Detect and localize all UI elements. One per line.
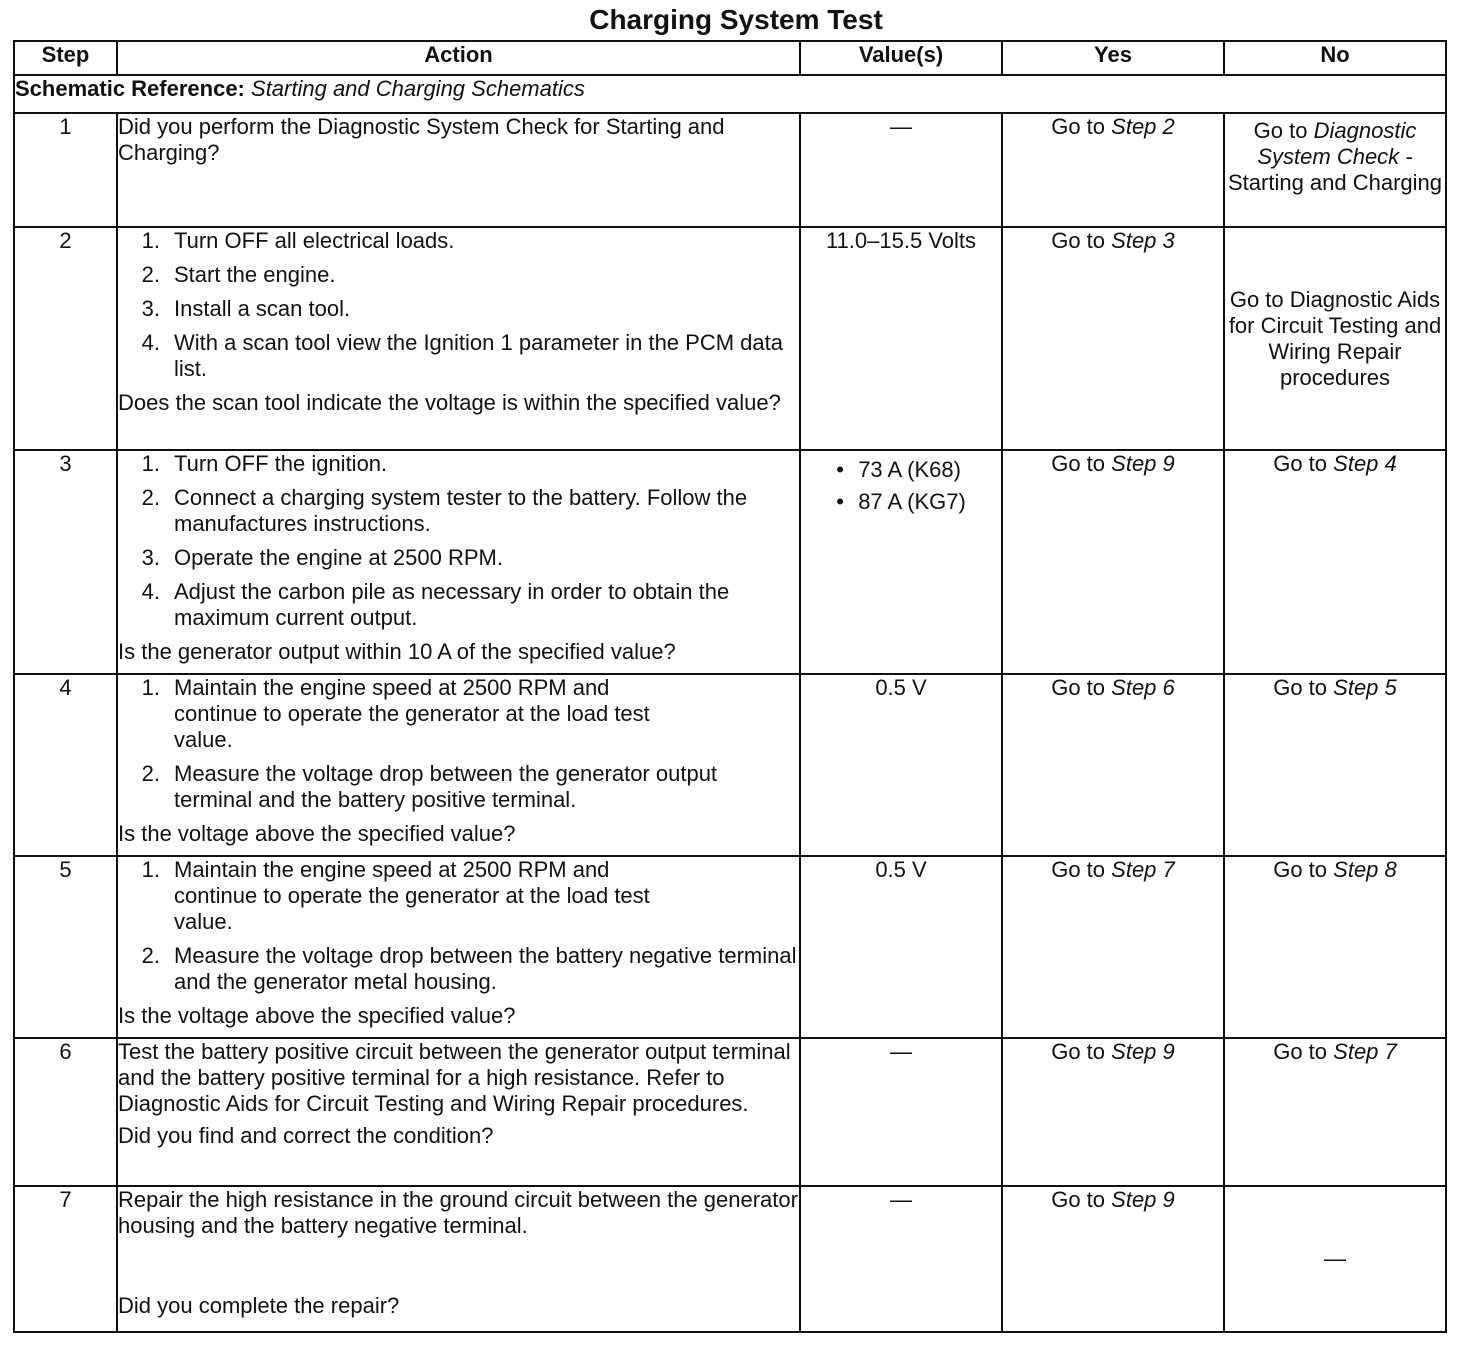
header-values: Value(s) bbox=[800, 41, 1002, 75]
step-number: 3 bbox=[14, 450, 117, 674]
yes-step-ref: Step 3 bbox=[1111, 228, 1175, 253]
yes-step-ref: Step 7 bbox=[1111, 857, 1175, 882]
yes-prefix: Go to bbox=[1051, 114, 1106, 139]
no-cell: Go to Diagnostic Aids for Circuit Testing and Wiring Repair procedures bbox=[1224, 227, 1446, 450]
table-row bbox=[14, 450, 1446, 674]
document-title: Charging System Test bbox=[589, 4, 883, 35]
value-cell: — bbox=[800, 113, 1002, 227]
value-cell: — bbox=[800, 1038, 1002, 1186]
schematic-reference-row bbox=[14, 75, 1446, 113]
no-step-ref: Step 4 bbox=[1333, 451, 1397, 476]
value-cell: 0.5 V bbox=[800, 856, 1002, 1038]
substep: 4. Adjust the carbon pile as necessary in order to obtain the maximum current output. bbox=[141, 579, 730, 630]
schematic-reference-link: Starting and Charging Schematics bbox=[251, 76, 585, 101]
yes-step-ref: Step 9 bbox=[1111, 1039, 1175, 1064]
action-cell bbox=[117, 450, 800, 674]
action-text: Repair the high resistance in the ground circuit between the generator housing and the battery negative terminal. bbox=[118, 1187, 798, 1238]
yes-cell bbox=[1002, 856, 1224, 1038]
table-row bbox=[14, 113, 1446, 227]
yes-cell bbox=[1002, 1038, 1224, 1186]
no-ref-italic: Diagnostic System Check - bbox=[1257, 118, 1417, 169]
substep: 2. Measure the voltage drop between the battery negative terminal and the generator metal housing. bbox=[141, 943, 797, 994]
substep: 1. Turn OFF all electrical loads. bbox=[141, 228, 455, 253]
table-row bbox=[14, 1038, 1446, 1186]
value-list bbox=[836, 451, 966, 521]
yes-prefix: Go to bbox=[1051, 675, 1106, 700]
action-cell bbox=[117, 113, 800, 227]
substep: 2. Measure the voltage drop between the generator output terminal and the battery positive terminal. bbox=[141, 761, 718, 812]
action-question: Did you find and correct the condition? bbox=[118, 1123, 494, 1148]
yes-step-ref: Step 6 bbox=[1111, 675, 1175, 700]
yes-prefix: Go to bbox=[1051, 1039, 1106, 1064]
value-cell bbox=[800, 450, 1002, 674]
yes-prefix: Go to bbox=[1051, 857, 1106, 882]
yes-cell bbox=[1002, 113, 1224, 227]
yes-step-ref: Step 9 bbox=[1111, 451, 1175, 476]
step-number: 6 bbox=[14, 1038, 117, 1186]
table-row bbox=[14, 674, 1446, 856]
yes-cell bbox=[1002, 674, 1224, 856]
header-no: No bbox=[1224, 41, 1446, 75]
substep: 4. With a scan tool view the Ignition 1 parameter in the PCM data list. bbox=[141, 330, 783, 381]
no-cell bbox=[1224, 113, 1446, 227]
substep-list bbox=[118, 675, 799, 813]
value-cell: 0.5 V bbox=[800, 674, 1002, 856]
no-cell bbox=[1224, 450, 1446, 674]
substep: 2. Start the engine. bbox=[141, 262, 336, 287]
table-row bbox=[14, 227, 1446, 450]
substep: 1. Maintain the engine speed at 2500 RPM and continue to operate the generator at the load test value. bbox=[141, 675, 650, 752]
header-row bbox=[14, 41, 1446, 75]
action-question: Does the scan tool indicate the voltage is within the specified value? bbox=[118, 390, 781, 415]
value-item: • 73 A (K68) bbox=[836, 457, 966, 483]
yes-cell bbox=[1002, 1186, 1224, 1332]
yes-prefix: Go to bbox=[1051, 1187, 1106, 1212]
substep-list bbox=[118, 228, 799, 382]
action-text: Did you perform the Diagnostic System Check for Starting and Charging? bbox=[118, 114, 725, 165]
substep: 3. Operate the engine at 2500 RPM. bbox=[141, 545, 503, 570]
charging-system-test-table bbox=[13, 40, 1447, 1333]
substep: 1. Maintain the engine speed at 2500 RPM and continue to operate the generator at the load test value. bbox=[141, 857, 650, 934]
step-number: 5 bbox=[14, 856, 117, 1038]
action-cell bbox=[117, 227, 800, 450]
no-cell: — bbox=[1224, 1186, 1446, 1332]
header-yes: Yes bbox=[1002, 41, 1224, 75]
table-row bbox=[14, 856, 1446, 1038]
action-spacer bbox=[118, 1239, 799, 1291]
yes-prefix: Go to bbox=[1051, 451, 1106, 476]
step-number: 1 bbox=[14, 113, 117, 227]
schematic-reference bbox=[14, 75, 1446, 113]
action-cell bbox=[117, 674, 800, 856]
substep: 3. Install a scan tool. bbox=[141, 296, 351, 321]
substep-list bbox=[118, 451, 799, 631]
no-cell bbox=[1224, 674, 1446, 856]
no-prefix: Go to bbox=[1273, 1039, 1328, 1064]
no-prefix: Go to bbox=[1273, 451, 1328, 476]
schematic-reference-label: Schematic Reference: bbox=[15, 76, 245, 101]
value-item: • 87 A (KG7) bbox=[836, 489, 966, 515]
yes-prefix: Go to bbox=[1051, 228, 1106, 253]
table-row bbox=[14, 1186, 1446, 1332]
value-cell: 11.0–15.5 Volts bbox=[800, 227, 1002, 450]
action-cell bbox=[117, 856, 800, 1038]
header-step: Step bbox=[14, 41, 117, 75]
step-number: 7 bbox=[14, 1186, 117, 1332]
step-number: 2 bbox=[14, 227, 117, 450]
yes-step-ref: Step 2 bbox=[1111, 114, 1175, 139]
action-text: Test the battery positive circuit between the generator output terminal and the battery positive terminal for a high resistance. Refer to Diagnostic Aids for Circuit Testing and Wiring Repair procedures. bbox=[118, 1039, 791, 1116]
no-cell bbox=[1224, 856, 1446, 1038]
substep: 2. Connect a charging system tester to the battery. Follow the manufactures instructions. bbox=[141, 485, 748, 536]
no-step-ref: Step 7 bbox=[1333, 1039, 1397, 1064]
step-number: 4 bbox=[14, 674, 117, 856]
header-action: Action bbox=[117, 41, 800, 75]
no-cell bbox=[1224, 1038, 1446, 1186]
action-question: Is the voltage above the specified value? bbox=[118, 821, 516, 846]
action-cell bbox=[117, 1038, 800, 1186]
substep: 1. Turn OFF the ignition. bbox=[141, 451, 388, 476]
value-cell: — bbox=[800, 1186, 1002, 1332]
yes-step-ref: Step 9 bbox=[1111, 1187, 1175, 1212]
action-question: Is the voltage above the specified value? bbox=[118, 1003, 516, 1028]
no-step-ref: Step 5 bbox=[1333, 675, 1397, 700]
action-question: Did you complete the repair? bbox=[118, 1293, 400, 1318]
action-question: Is the generator output within 10 A of the specified value? bbox=[118, 639, 676, 664]
action-cell bbox=[117, 1186, 800, 1332]
no-prefix: Go to bbox=[1273, 675, 1328, 700]
no-prefix: Go to bbox=[1273, 857, 1328, 882]
yes-cell bbox=[1002, 227, 1224, 450]
yes-cell bbox=[1002, 450, 1224, 674]
no-prefix: Go to bbox=[1253, 118, 1308, 143]
no-ref-plain: Starting and Charging bbox=[1227, 170, 1443, 195]
no-step-ref: Step 8 bbox=[1333, 857, 1397, 882]
substep-list bbox=[118, 857, 799, 995]
